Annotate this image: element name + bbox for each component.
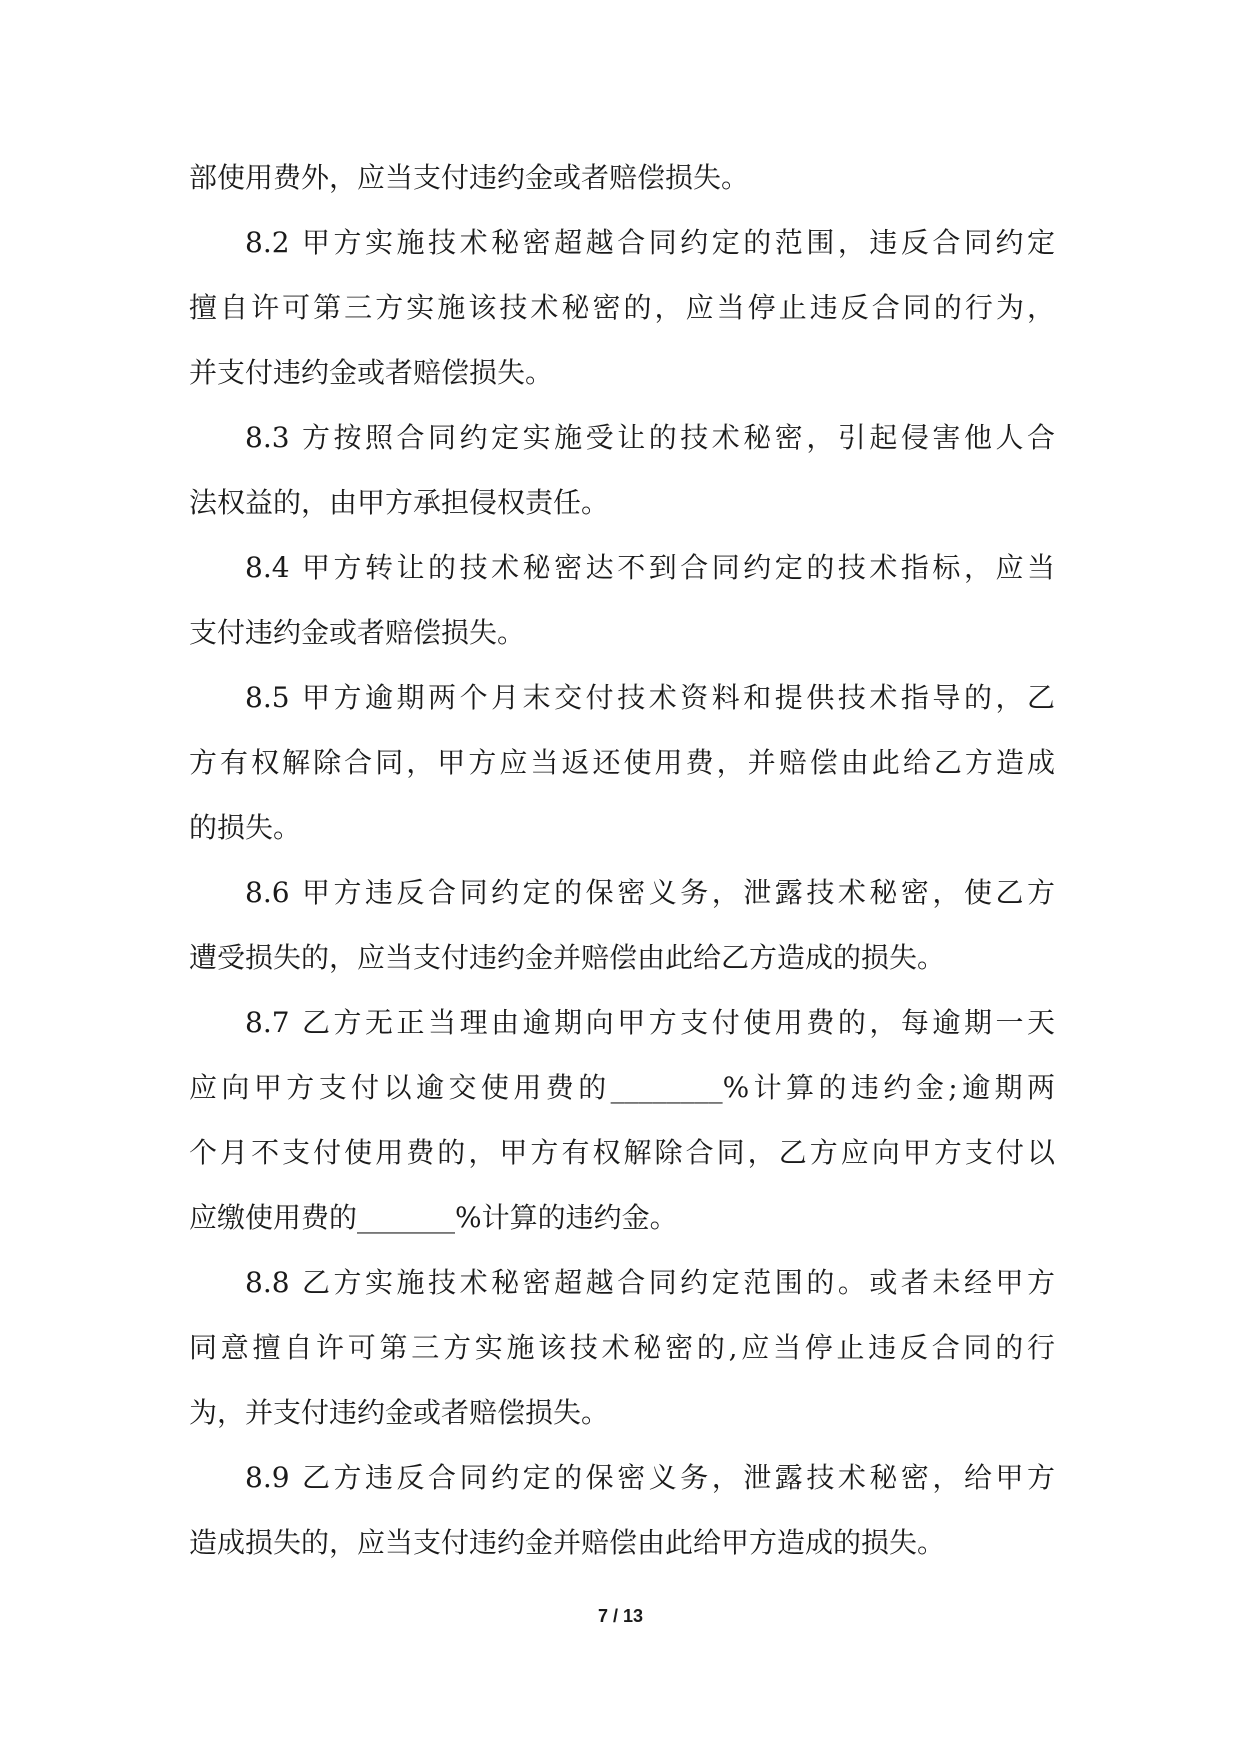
paragraph-line: 方有权解除合同，甲方应当返还使用费，并赔偿由此给乙方造成 (189, 746, 1055, 779)
clause-8-8-line: 8.8 乙方实施技术秘密超越合同约定范围的。或者未经甲方 (245, 1266, 1055, 1299)
clause-8-7-line: 8.7 乙方无正当理由逾期向甲方支付使用费的，每逾期一天 (245, 1006, 1055, 1039)
paragraph-line: 应向甲方支付以逾交使用费的________%计算的违约金;逾期两 (189, 1071, 1055, 1104)
clause-8-5-line: 8.5 甲方逾期两个月末交付技术资料和提供技术指导的，乙 (245, 681, 1055, 714)
paragraph-line: 造成损失的，应当支付违约金并赔偿由此给甲方造成的损失。 (189, 1526, 946, 1559)
clause-8-3-line: 8.3 方按照合同约定实施受让的技术秘密，引起侵害他人合 (245, 421, 1055, 454)
paragraph-line: 并支付违约金或者赔偿损失。 (189, 356, 554, 389)
page-number: 7 / 13 (597, 1606, 644, 1626)
paragraph-line: 支付违约金或者赔偿损失。 (189, 616, 526, 649)
paragraph-line: 部使用费外，应当支付违约金或者赔偿损失。 (189, 161, 750, 194)
paragraph-line: 擅自许可第三方实施该技术秘密的，应当停止违反合同的行为， (189, 291, 1055, 324)
clause-8-2-line: 8.2 甲方实施技术秘密超越合同约定的范围，违反合同约定 (245, 226, 1055, 259)
paragraph-line: 为，并支付违约金或者赔偿损失。 (189, 1396, 610, 1429)
paragraph-line: 应缴使用费的_______%计算的违约金。 (189, 1201, 678, 1234)
clause-8-6-line: 8.6 甲方违反合同约定的保密义务，泄露技术秘密，使乙方 (245, 876, 1055, 909)
paragraph-line: 遭受损失的，应当支付违约金并赔偿由此给乙方造成的损失。 (189, 941, 946, 974)
paragraph-line: 个月不支付使用费的，甲方有权解除合同，乙方应向甲方支付以 (189, 1136, 1055, 1169)
clause-8-9-line: 8.9 乙方违反合同约定的保密义务，泄露技术秘密，给甲方 (245, 1461, 1055, 1494)
clause-8-4-line: 8.4 甲方转让的技术秘密达不到合同约定的技术指标，应当 (245, 551, 1055, 584)
paragraph-line: 法权益的，由甲方承担侵权责任。 (189, 486, 610, 519)
paragraph-line: 同意擅自许可第三方实施该技术秘密的,应当停止违反合同的行 (189, 1331, 1055, 1364)
paragraph-line: 的损失。 (189, 811, 302, 844)
